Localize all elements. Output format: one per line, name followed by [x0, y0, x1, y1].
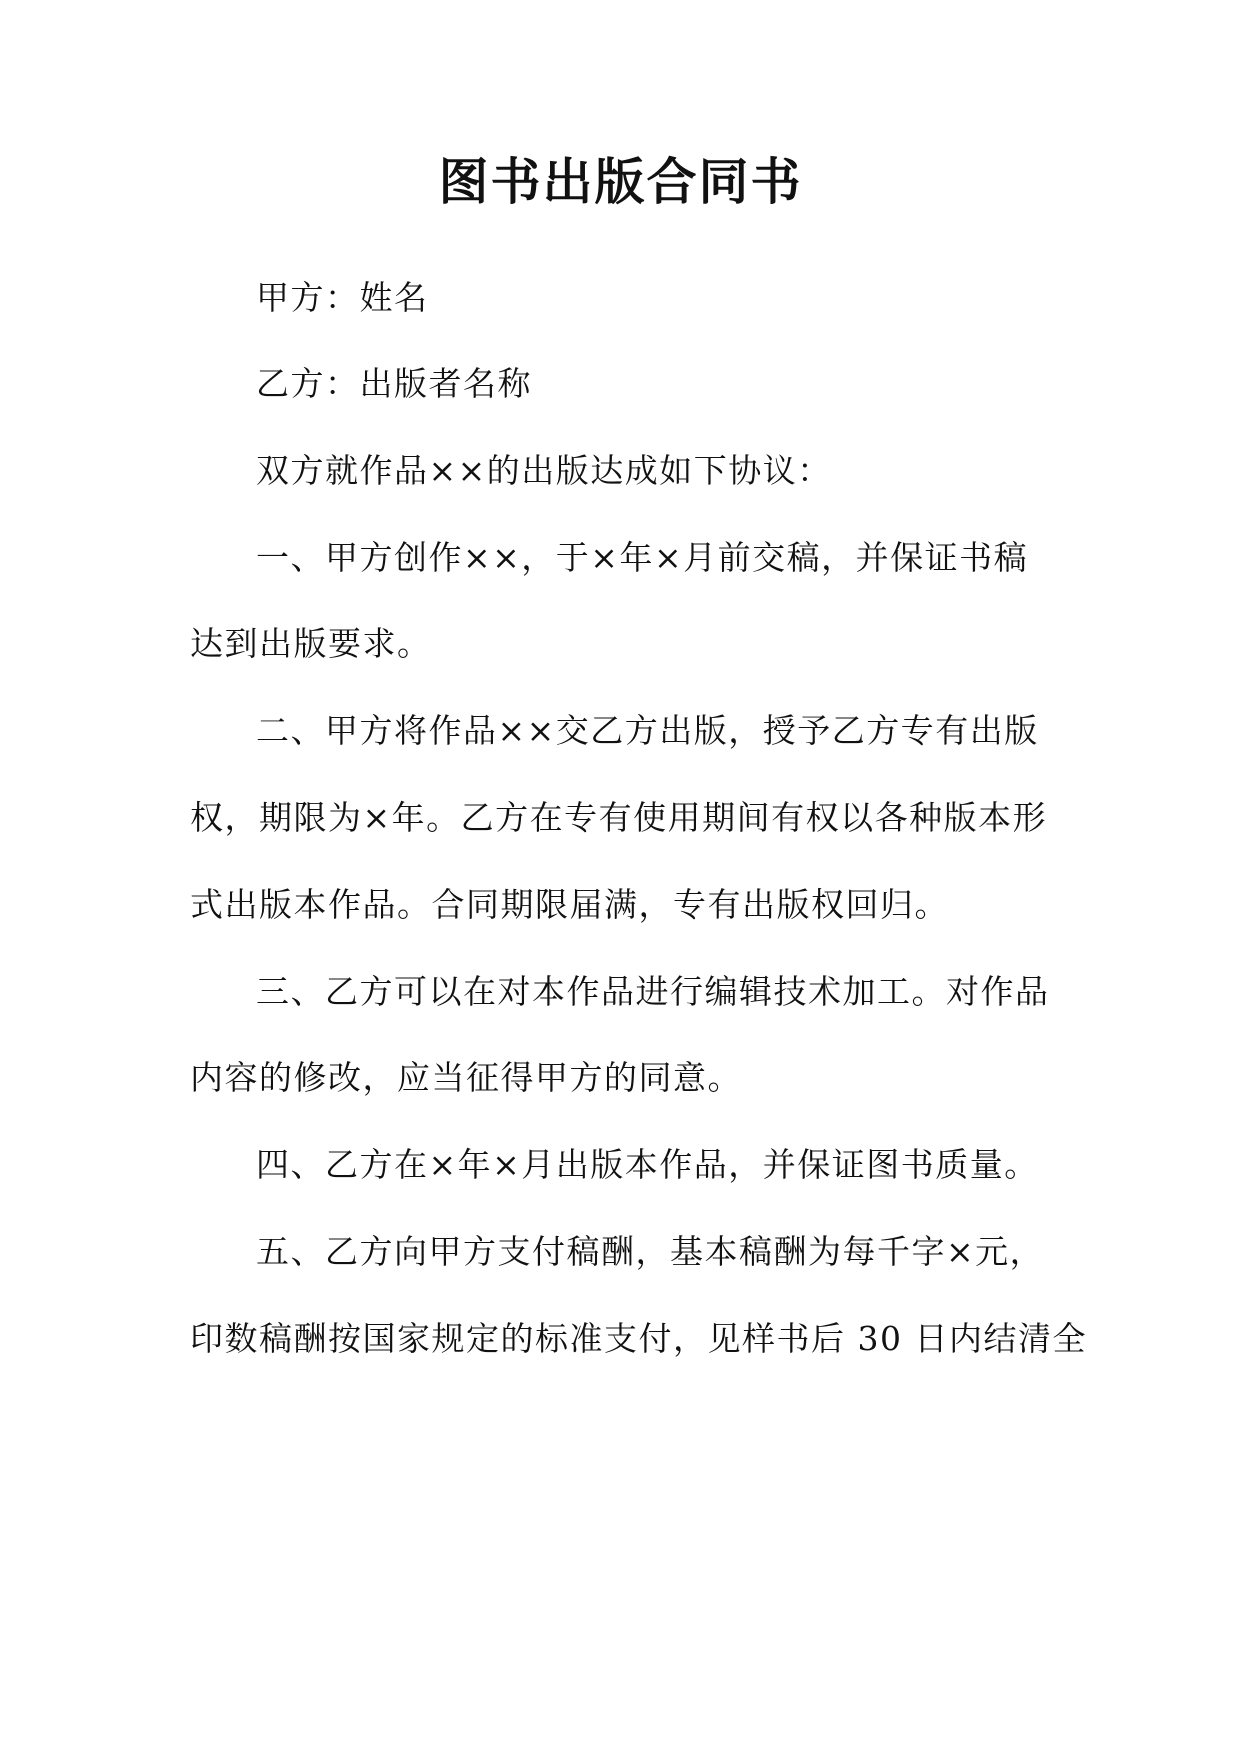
clause-2-line-2: 权，期限为×年。乙方在专有使用期间有权以各种版本形 — [190, 798, 1048, 837]
clause-5-line-1: 五、乙方向甲方支付稿酬，基本稿酬为每千字×元， — [256, 1232, 1045, 1271]
party-b-line: 乙方：出版者名称 — [256, 364, 532, 403]
clause-1-line-1: 一、甲方创作××，于×年×月前交稿，并保证书稿 — [256, 538, 1029, 577]
intro-line: 双方就作品××的出版达成如下协议： — [256, 451, 832, 490]
document-title: 图书出版合同书 — [438, 153, 803, 211]
clause-1-line-2: 达到出版要求。 — [190, 624, 432, 663]
clause-2-line-1: 二、甲方将作品××交乙方出版，授予乙方专有出版 — [256, 711, 1039, 750]
clause-3-line-2: 内容的修改，应当征得甲方的同意。 — [190, 1058, 742, 1097]
clause-5-line-2: 印数稿酬按国家规定的标准支付，见样书后 30 日内结清全 — [190, 1319, 1087, 1358]
clause-4-line-1: 四、乙方在×年×月出版本作品，并保证图书质量。 — [256, 1145, 1039, 1184]
clause-3-line-1: 三、乙方可以在对本作品进行编辑技术加工。对作品 — [256, 972, 1050, 1011]
party-a-line: 甲方：姓名 — [256, 278, 429, 317]
clause-2-line-3: 式出版本作品。合同期限届满，专有出版权回归。 — [190, 885, 949, 924]
